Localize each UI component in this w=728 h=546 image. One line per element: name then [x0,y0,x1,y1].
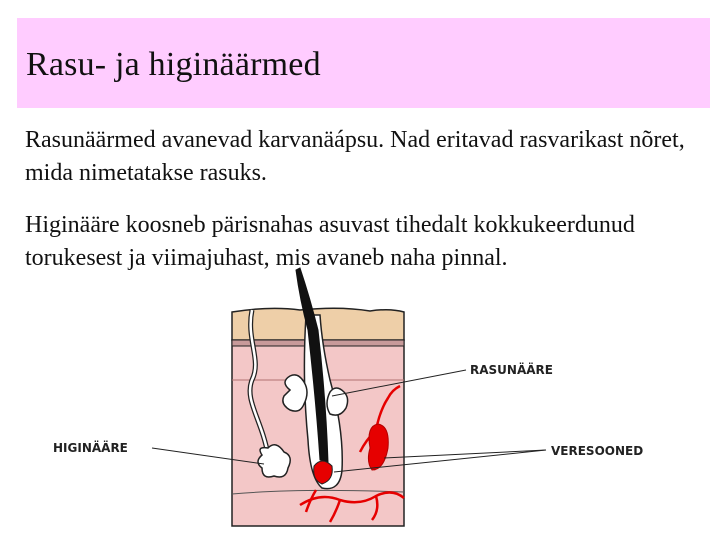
paragraph-sweat: Higinääre koosneb pärisnahas asuvast tihedalt kokkukeerdunud torukesest ja viimajuhast, mis avaneb naha pinnal. [25,212,635,271]
paragraph-sebaceous: Rasunäärmed avanevad karvanäápsu. Nad eritavad rasvarikast nõret, mida nimetatakse rasuks. [25,127,685,186]
sebaceous-gland-left [283,375,307,411]
pointer-veresooned [384,450,546,458]
sebaceous-gland-right [327,388,348,415]
label-higinaare: HIGINÄÄRE [53,441,128,455]
label-rasunaare: RASUNÄÄRE [470,363,553,377]
slide-title: Rasu- ja higinäärmed [26,46,321,83]
label-veresooned: VERESOONED [551,444,644,458]
